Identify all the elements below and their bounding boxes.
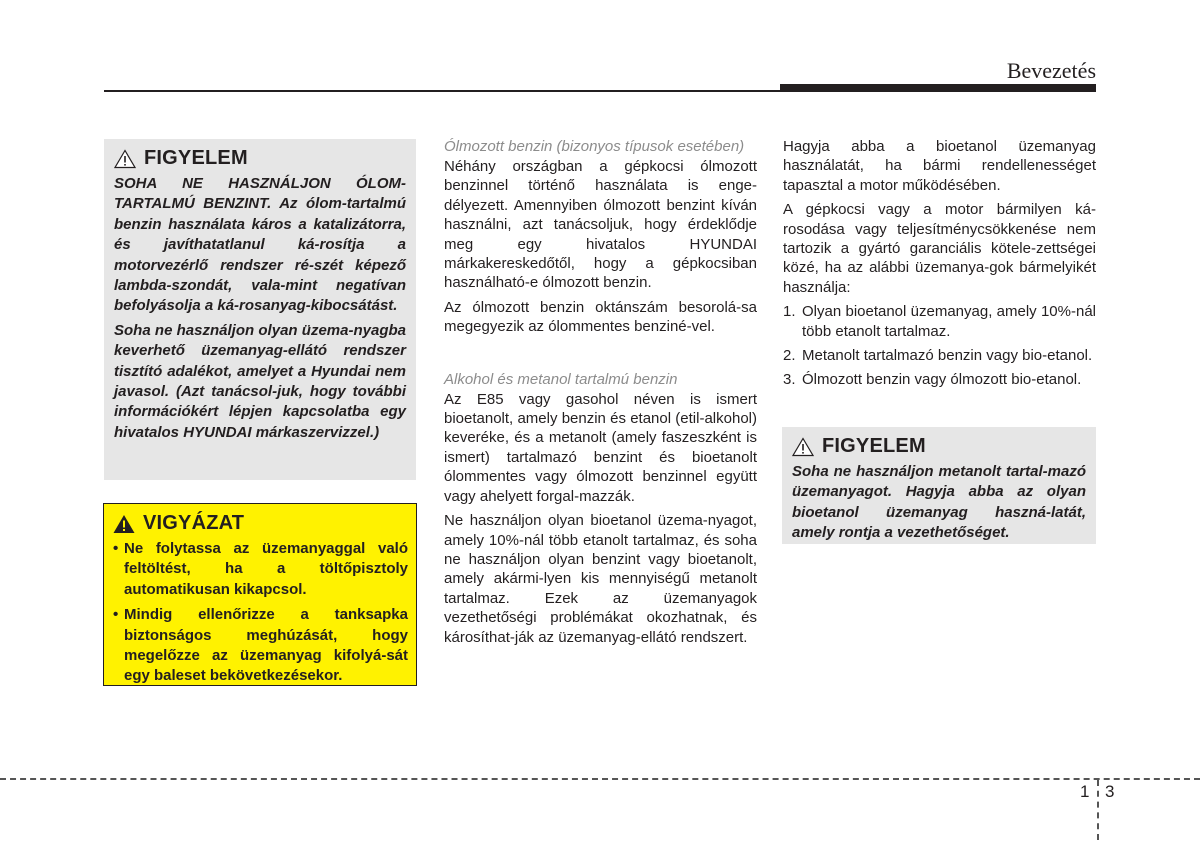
body-paragraph: Az ólmozott benzin oktánszám besorolá-sa megegyezik az ólommentes benziné-vel. [444,298,757,336]
body-paragraph: Hagyja abba a bioetanol üzemanyag használatát, ha bármi rendellenességet tapasztal a motor működésében. [783,138,1096,194]
body-paragraph: A gépkocsi vagy a motor bármilyen ká-rosodása vagy teljesítménycsökkenése nem tartozik a gyártó garanciális kötele-zettségei közé, ha az alábbi üzemanya-gok bármelyikét használja: [783,201,1096,296]
warning-title: FIGYELEM [144,147,248,169]
body-paragraph: Néhány országban a gépkocsi ólmozott benzinnel történő használata is enge-délyezett. Amennyiben ólmozott benzint kíván használni, azt tanácsoljuk, hogy érdeklődje meg egy hivatalos HYUNDAI márkakereskedőtől, hogy a gépkocsiban használható-e ólmozott benzin. [444,158,757,292]
footer-divider [0,778,1200,780]
list-text: Ólmozott benzin vagy ólmozott bio-etanol. [802,371,1082,389]
list-item [783,302,1096,341]
list-number: 3. [783,371,796,389]
header-rule-thick [780,84,1096,92]
subheading: Alkohol és metanol tartalmú benzin [444,370,678,388]
section-title: Bevezetés [1006,58,1096,83]
body-paragraph: Az E85 vagy gasohol néven is ismert bioetanolt, amely benzin és etanol (etil-alkohol) keveréke, és a metanolt (amely faszeszként is ismert) tartalmazó benzint és bioetanolt ólommentes vagy ólmozott benzinnel együtt vagy ahelyett forgal-mazzák. [444,390,757,505]
caution-list [113,539,408,687]
warning-paragraph: SOHA NE HASZNÁLJON ÓLOM-TARTALMÚ BENZINT. Az ólom-tartalmú benzin használata káros a katalizátorra, és javíthatatlanul ká-rosítja a motorvezérlő rendszer ré-szét képező lambda-szondát, vala-mint negatívan befolyásolja a ká-rosanyag-kibocsátást. [114,175,406,315]
caution-title: VIGYÁZAT [143,512,245,534]
list-item [783,370,1096,389]
right-column [783,137,1096,395]
list-text: Olyan bioetanol üzemanyag, amely 10%-nál több etanolt tartalmaz. [802,303,1096,340]
list-item [783,346,1096,365]
warning-paragraph: Soha ne használjon olyan üzema-nyagba keverhető üzemanyag-ellátó rendszer tisztító adalékot, amelyet a Hyundai nem javasol. (Azt tanácsol-juk, hogy további információkért lépjen kapcsolatba egy hivatalos HYUNDAI márkaszervizzel.) [114,321,406,441]
warning-title: FIGYELEM [822,435,926,457]
footer-page-divider [1097,780,1099,840]
warning-box [782,427,1096,544]
caution-item: • Mindig ellenőrizze a tanksapka biztonságos meghúzását, hogy megelőzze az üzemanyag kifolyá-sát egy baleset bekövetkezésekor. [113,605,408,687]
page-number: 3 [1105,782,1115,801]
caution-item: • Ne folytassa az üzemanyaggal való feltöltést, ha a töltőpisztoly automatikusan kikapcsol. [113,539,408,600]
chapter-number: 1 [1080,782,1090,801]
header-rule [104,90,780,92]
list-number: 1. [783,303,796,321]
caution-box [103,503,417,686]
body-paragraph: Ne használjon olyan bioetanol üzema-nyagot, amely 10%-nál több etanolt tartalmaz, és soha ne használjon olyan benzint vagy bioetanolt, amely akármi-lyen kis mennyiségű metanolt tartalmaz. Ezek az üzemanyagok vezethetőségi problémákat okozhatnak, és károsíthat-ják az üzemanyag-ellátó rendszert. [444,512,757,646]
warning-box [104,139,416,480]
warning-triangle-icon [114,149,136,169]
numbered-list [783,302,1096,390]
subheading: Ólmozott benzin (bizonyos típusok esetében) [444,138,745,155]
caution-triangle-icon [113,514,135,534]
list-number: 2. [783,347,796,365]
warning-paragraph: Soha ne használjon metanolt tartal-mazó üzemanyagot. Hagyja abba az olyan bioetanol üzemanyag haszná-latát, amely rontja a vezethetőséget. [792,463,1086,542]
middle-column [444,137,757,652]
list-text: Metanolt tartalmazó benzin vagy bio-etanol. [802,347,1093,365]
warning-triangle-icon [792,437,814,457]
